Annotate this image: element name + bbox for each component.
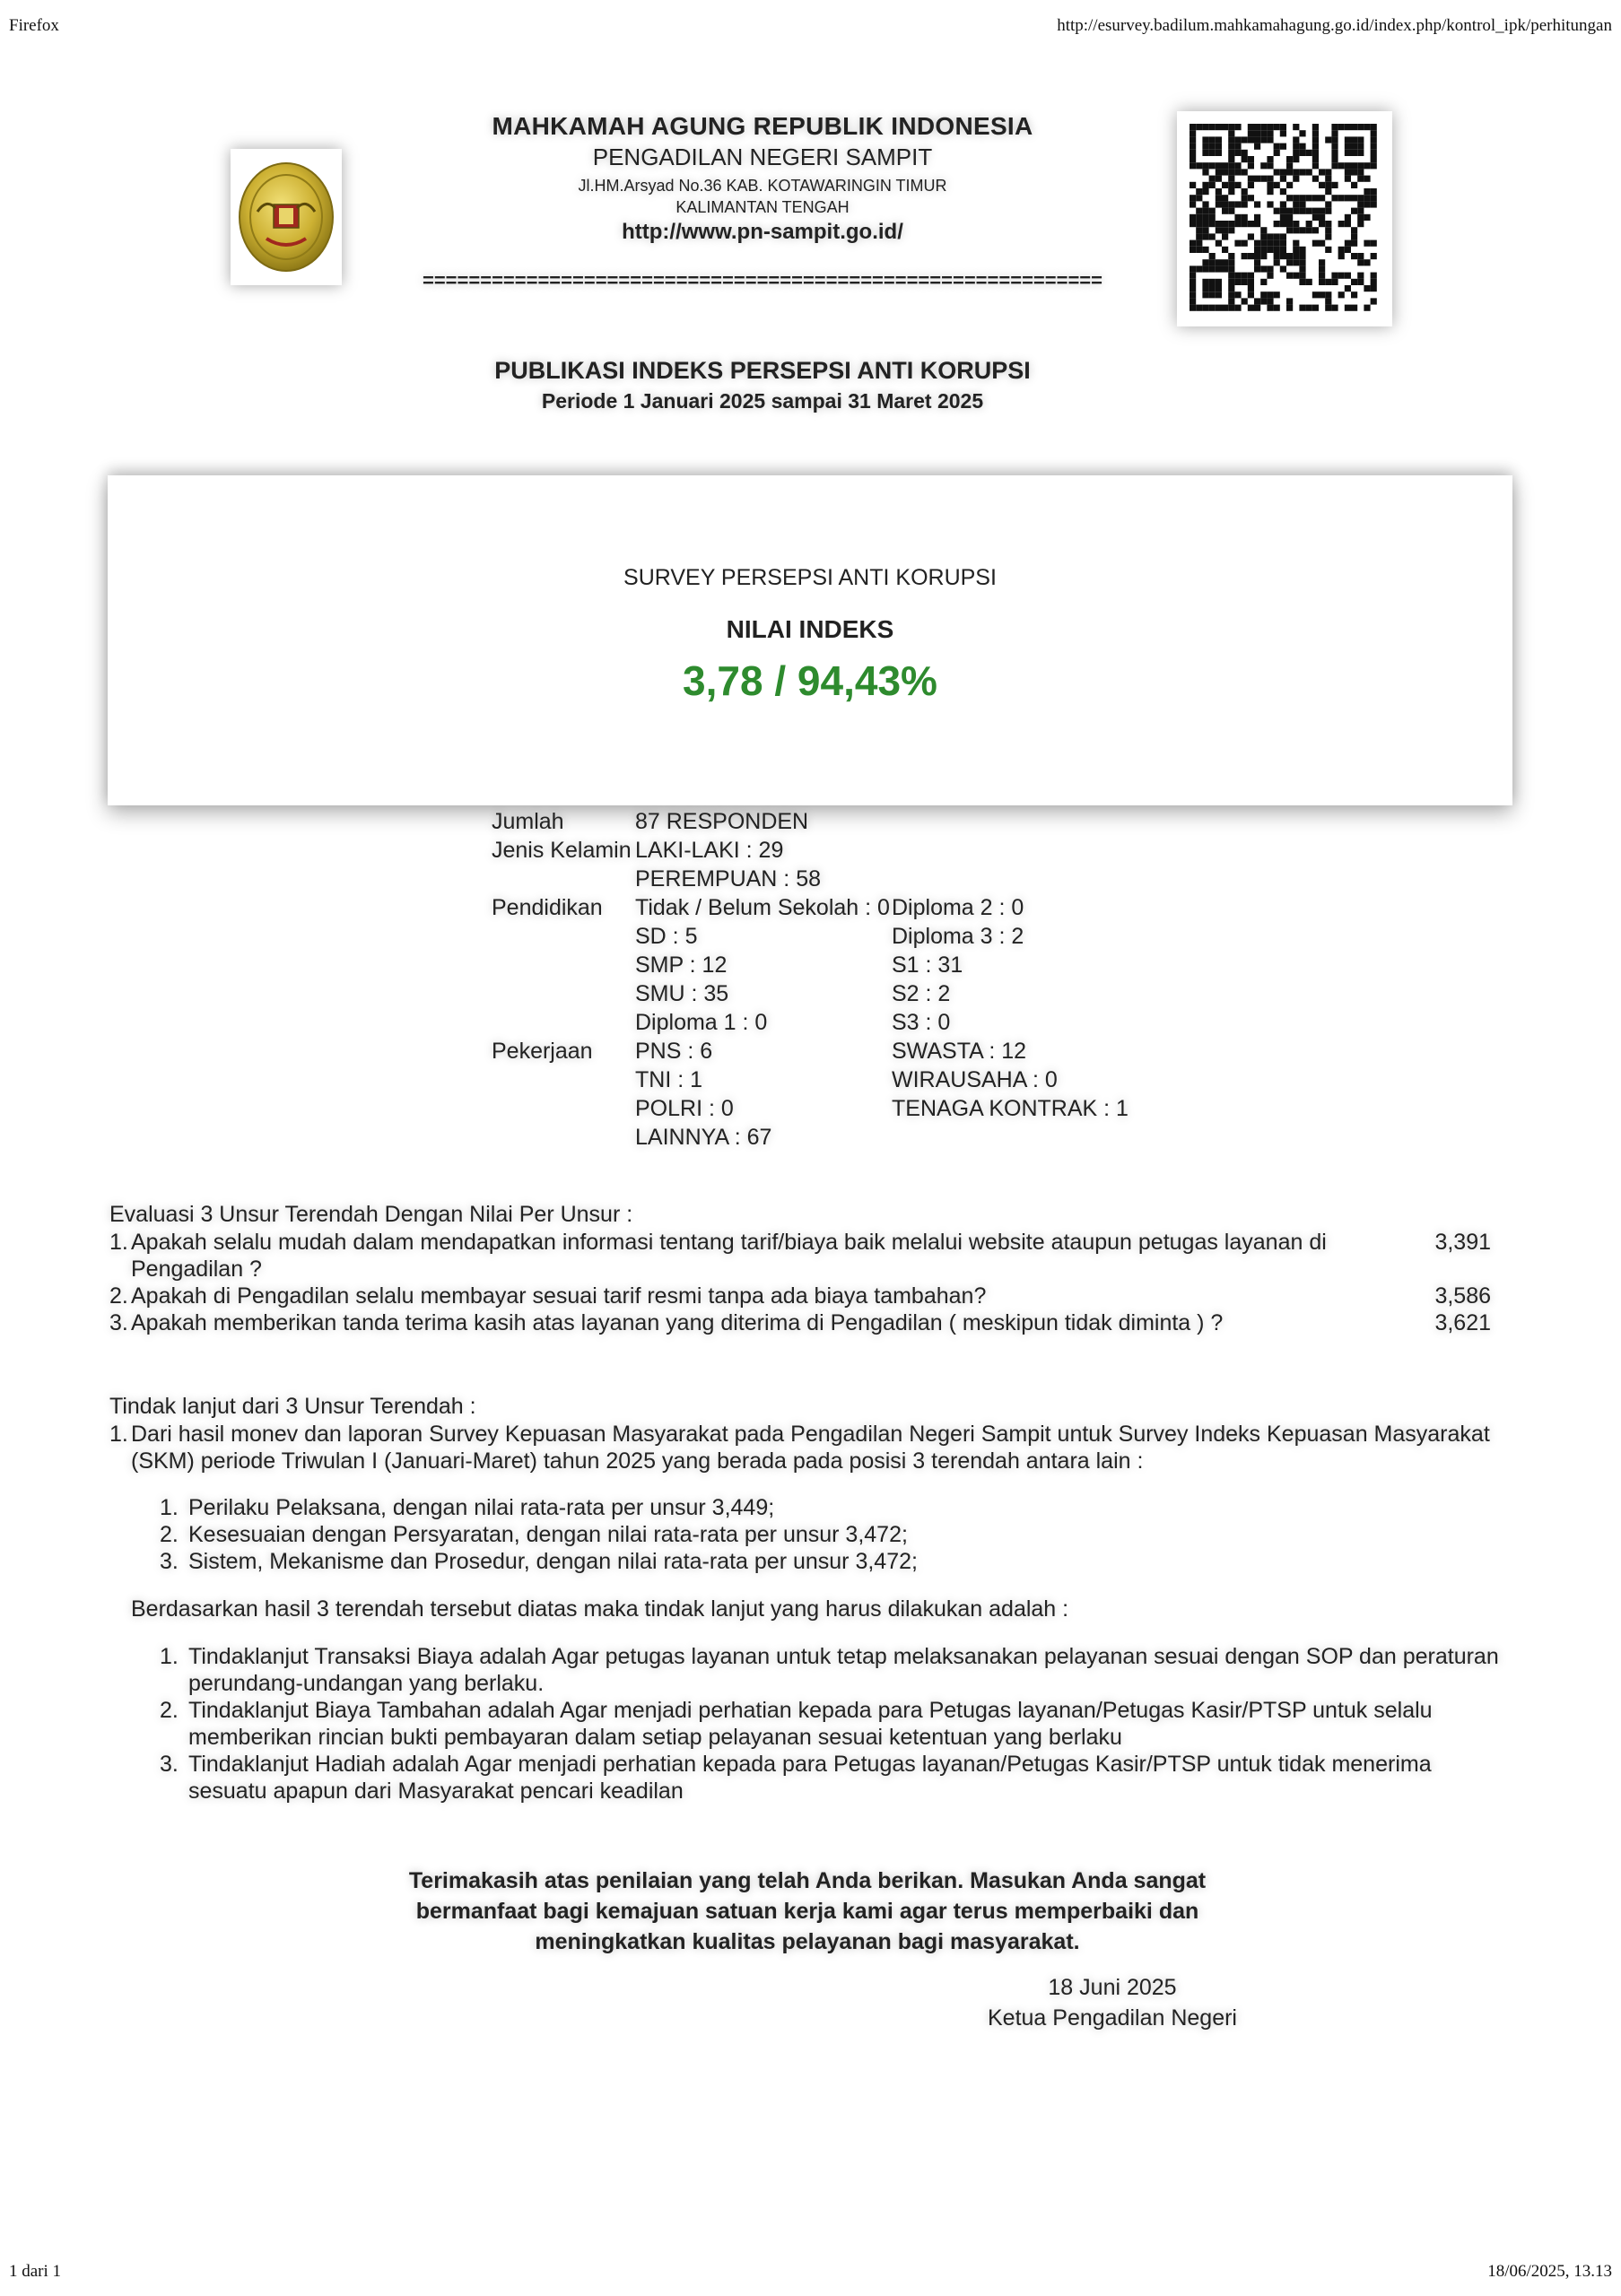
signatory-title: Ketua Pengadilan Negeri (988, 2005, 1237, 2031)
job-item: TENAGA KONTRAK : 1 (892, 1096, 1129, 1121)
header-address-1: Jl.HM.Arsyad No.36 KAB. KOTAWARINGIN TIMUR (578, 177, 947, 195)
edu-item: Tidak / Belum Sekolah : 0 (635, 895, 890, 920)
evaluation-item (109, 1309, 1491, 1336)
index-label: NILAI INDEKS (726, 615, 894, 643)
evaluation-item (109, 1229, 1491, 1283)
job-item: WIRAUSAHA : 0 (892, 1067, 1058, 1092)
list-item (160, 1548, 1509, 1575)
edu-item: S3 : 0 (892, 1010, 951, 1035)
court-logo (231, 149, 342, 285)
edu-item: Diploma 2 : 0 (892, 895, 1024, 920)
job-item: SWASTA : 12 (892, 1039, 1027, 1064)
followup-conclusion: Berdasarkan hasil 3 terendah tersebut diatas maka tindak lanjut yang harus dilakukan adalah : (131, 1596, 1069, 1622)
list-item-text: Sistem, Mekanisme dan Prosedur, dengan nilai rata-rata per unsur 3,472; (188, 1549, 918, 1574)
job-item: POLRI : 0 (635, 1096, 734, 1121)
report-title: PUBLIKASI INDEKS PERSEPSI ANTI KORUPSI (494, 357, 1031, 384)
evaluation-item-value: 3,391 (1434, 1230, 1491, 1255)
followup-intro-text: Dari hasil monev dan laporan Survey Kepuasan Masyarakat pada Pengadilan Negeri Sampit untuk Survey Indeks Kepuasan Masyarakat (SKM) periode Triwulan I (Januari-Maret) tahun 2025 yang berada pada posisi 3 terendah antara lain : (131, 1422, 1490, 1474)
evaluation-item-number: 2. (109, 1283, 128, 1309)
list-item-number: 2. (160, 1698, 179, 1723)
edu-item: Diploma 3 : 2 (892, 924, 1024, 949)
page-count: 1 dari 1 (9, 2262, 62, 2281)
evaluation-item-text: Apakah memberikan tanda terima kasih atas layanan yang diterima di Pengadilan ( meskipun tidak diminta ) ? (131, 1310, 1224, 1335)
gender-female: PEREMPUAN : 58 (635, 866, 822, 891)
list-item-number: 1. (160, 1495, 179, 1520)
header-divider: =========================================================== (422, 269, 1102, 291)
list-item (160, 1751, 1509, 1805)
edu-item: S1 : 31 (892, 952, 963, 978)
qr-code-icon (1177, 111, 1392, 326)
evaluation-item-number: 3. (109, 1310, 128, 1335)
list-item-number: 3. (160, 1549, 179, 1574)
evaluation-item-value: 3,621 (1434, 1310, 1491, 1335)
print-datetime: 18/06/2025, 13.13 (1487, 2262, 1612, 2281)
followup-heading: Tindak lanjut dari 3 Unsur Terendah : (109, 1394, 476, 1419)
list-item-number: 2. (160, 1522, 179, 1547)
qr-code (1177, 111, 1392, 326)
list-item (160, 1521, 1509, 1548)
lowest-elements-list (160, 1494, 1509, 1575)
evaluation-item-value: 3,586 (1434, 1283, 1491, 1309)
list-item-text: Tindaklanjut Hadiah adalah Agar menjadi perhatian kepada para Petugas layanan/Petugas Kasir/PTSP untuk tidak menerima sesuatu apapun dari Masyarakat pencari keadilan (188, 1752, 1432, 1804)
edu-item: SMP : 12 (635, 952, 728, 978)
index-summary-card (108, 475, 1512, 805)
edu-item: SMU : 35 (635, 981, 729, 1006)
gender-label: Jenis Kelamin (492, 838, 632, 863)
list-item-text: Tindaklanjut Transaksi Biaya adalah Agar petugas layanan untuk tetap melaksanakan pelayanan sesuai dengan SOP dan peraturan perundang-undangan yang berlaku. (188, 1644, 1499, 1696)
page-url: http://esurvey.badilum.mahkamahagung.go.id/index.php/kontrol_ipk/perhitungan (1057, 16, 1612, 35)
list-item-number: 1. (160, 1644, 179, 1669)
jumlah-value: 87 RESPONDEN (635, 809, 809, 834)
evaluation-item-number: 1. (109, 1230, 128, 1255)
evaluation-item-text: Apakah selalu mudah dalam mendapatkan informasi tentang tarif/biaya baik melalui website ataupun petugas layanan di Pengadilan ? (131, 1230, 1327, 1282)
education-label: Pendidikan (492, 895, 603, 920)
evaluation-item-text: Apakah di Pengadilan selalu membayar sesuai tarif resmi tanpa ada biaya tambahan? (131, 1283, 987, 1309)
edu-item: S2 : 2 (892, 981, 951, 1006)
index-value: 3,78 / 94,43% (683, 657, 937, 704)
followup-section (109, 1392, 1509, 1805)
list-item-text: Perilaku Pelaksana, dengan nilai rata-rata per unsur 3,449; (188, 1495, 775, 1520)
job-label: Pekerjaan (492, 1039, 593, 1064)
header-court-name: PENGADILAN NEGERI SAMPIT (592, 144, 933, 170)
browser-app-name: Firefox (9, 16, 59, 35)
job-item: PNS : 6 (635, 1039, 713, 1064)
list-item (160, 1697, 1509, 1751)
edu-item: Diploma 1 : 0 (635, 1010, 768, 1035)
closing-date: 18 Juni 2025 (1048, 1975, 1177, 2000)
survey-label: SURVEY PERSEPSI ANTI KORUPSI (623, 565, 997, 590)
closing-message: Terimakasih atas penilaian yang telah Anda berikan. Masukan Anda sangat bermanfaat bagi kemajuan satuan kerja kami agar terus memperbaiki dan meningkatkan kualitas pelayanan bagi masyarakat. (408, 1868, 1207, 1954)
evaluation-item (109, 1283, 1491, 1309)
court-emblem-icon (231, 149, 342, 285)
job-item: LAINNYA : 67 (635, 1125, 772, 1150)
jumlah-label: Jumlah (492, 809, 564, 834)
list-item (160, 1643, 1509, 1697)
edu-item: SD : 5 (635, 924, 698, 949)
followup-intro-number: 1. (109, 1422, 128, 1447)
list-item-text: Kesesuaian dengan Persyaratan, dengan nilai rata-rata per unsur 3,472; (188, 1522, 908, 1547)
evaluation-section (109, 1200, 1491, 1336)
header-institution: MAHKAMAH AGUNG REPUBLIK INDONESIA (492, 112, 1033, 140)
gender-male: LAKI-LAKI : 29 (635, 838, 784, 863)
actions-list (160, 1643, 1509, 1805)
report-period: Periode 1 Januari 2025 sampai 31 Maret 2025 (541, 389, 984, 413)
evaluation-heading: Evaluasi 3 Unsur Terendah Dengan Nilai Per Unsur : (109, 1202, 633, 1227)
followup-intro (109, 1421, 1509, 1474)
list-item (160, 1494, 1509, 1521)
header-website[interactable]: http://www.pn-sampit.go.id/ (622, 220, 903, 244)
list-item-text: Tindaklanjut Biaya Tambahan adalah Agar menjadi perhatian kepada para Petugas layanan/Petugas Kasir/PTSP untuk selalu memberikan rincian bukti pembayaran dalam setiap pelayanan sesuai ketentuan yang berlaku (188, 1698, 1433, 1750)
respondent-stats (492, 807, 1129, 1152)
list-item-number: 3. (160, 1752, 179, 1777)
job-item: TNI : 1 (635, 1067, 703, 1092)
header-address-2: KALIMANTAN TENGAH (675, 198, 850, 216)
